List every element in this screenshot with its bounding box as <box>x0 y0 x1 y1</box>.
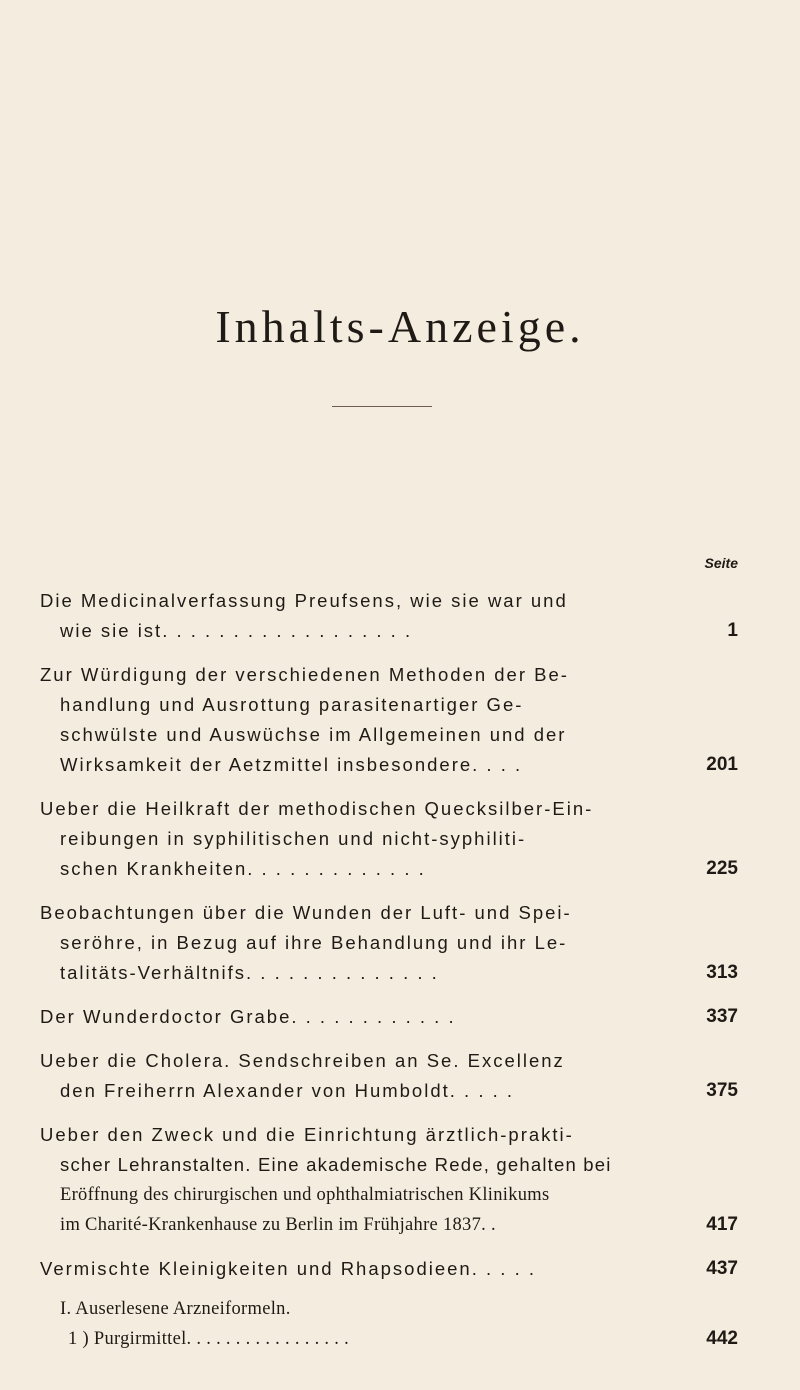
toc-line: Ueber die Heilkraft der methodischen Quecksilber-Ein- <box>40 798 594 819</box>
toc-line: Wirksamkeit der Aetzmittel insbesondere. . . . <box>60 754 523 775</box>
toc-line: Ueber den Zweck und die Einrichtung ärztlich-prakti- <box>40 1124 574 1145</box>
toc-line: seröhre, in Bezug auf ihre Behandlung und ihr Le- <box>60 932 568 953</box>
toc-entry <box>40 660 738 780</box>
page-number: 375 <box>706 1080 738 1101</box>
toc-line: im Charité-Krankenhause zu Berlin im Frühjahre 1837. . <box>60 1215 496 1235</box>
toc-subsection <box>40 1294 738 1354</box>
page-number: 442 <box>706 1328 738 1349</box>
toc-line: den Freiherrn Alexander von Humboldt. . . . . <box>60 1080 515 1101</box>
page-number: 417 <box>706 1214 738 1235</box>
toc-line: Eröffnung des chirurgischen und ophthalmiatrischen Klinikums <box>60 1185 550 1205</box>
toc-line: Der Wunderdoctor Grabe. . . . . . . . . . . . <box>40 1006 456 1027</box>
toc-line: Ueber die Cholera. Sendschreiben an Se. Excellenz <box>40 1050 565 1071</box>
page-number: 337 <box>706 1006 738 1027</box>
title-divider <box>332 406 432 407</box>
table-of-contents <box>40 586 738 1368</box>
page-number: 313 <box>706 962 738 983</box>
toc-entry <box>40 1046 738 1106</box>
subsection-heading: I. Auserlesene Arzneiformeln. <box>60 1299 291 1319</box>
page-title: Inhalts-Anzeige. <box>215 301 585 352</box>
toc-entry <box>40 1002 738 1032</box>
page-number: 1 <box>727 620 738 641</box>
toc-entry <box>40 1120 738 1240</box>
toc-entry <box>40 1254 738 1284</box>
toc-entry <box>40 898 738 988</box>
page-number: 225 <box>706 858 738 879</box>
toc-line: Zur Würdigung der verschiedenen Methoden der Be- <box>40 664 569 685</box>
page-column-header: Seite <box>704 555 738 571</box>
toc-line: wie sie ist. . . . . . . . . . . . . . . . . . <box>60 620 413 641</box>
toc-line: talitäts-Verhältnifs. . . . . . . . . . . . . . <box>60 962 439 983</box>
toc-line: schwülste und Auswüchse im Allgemeinen und der <box>60 724 567 745</box>
toc-line: handlung und Ausrottung parasitenartiger Ge- <box>60 694 524 715</box>
toc-line: scher Lehranstalten. Eine akademische Rede, gehalten bei <box>60 1154 612 1175</box>
toc-line: Vermischte Kleinigkeiten und Rhapsodieen. . . . . <box>40 1258 536 1279</box>
toc-line: schen Krankheiten. . . . . . . . . . . . . <box>60 858 426 879</box>
toc-line: 1 ) Purgirmittel. . . . . . . . . . . . . . . . . <box>68 1329 350 1349</box>
toc-entry <box>40 586 738 646</box>
page-number: 437 <box>706 1258 738 1279</box>
toc-entry <box>40 794 738 884</box>
page-number: 201 <box>706 754 738 775</box>
toc-line: reibungen in syphilitischen und nicht-syphiliti- <box>60 828 527 849</box>
toc-line: Beobachtungen über die Wunden der Luft- und Spei- <box>40 902 572 923</box>
toc-line: Die Medicinalverfassung Preufsens, wie sie war und <box>40 590 568 611</box>
